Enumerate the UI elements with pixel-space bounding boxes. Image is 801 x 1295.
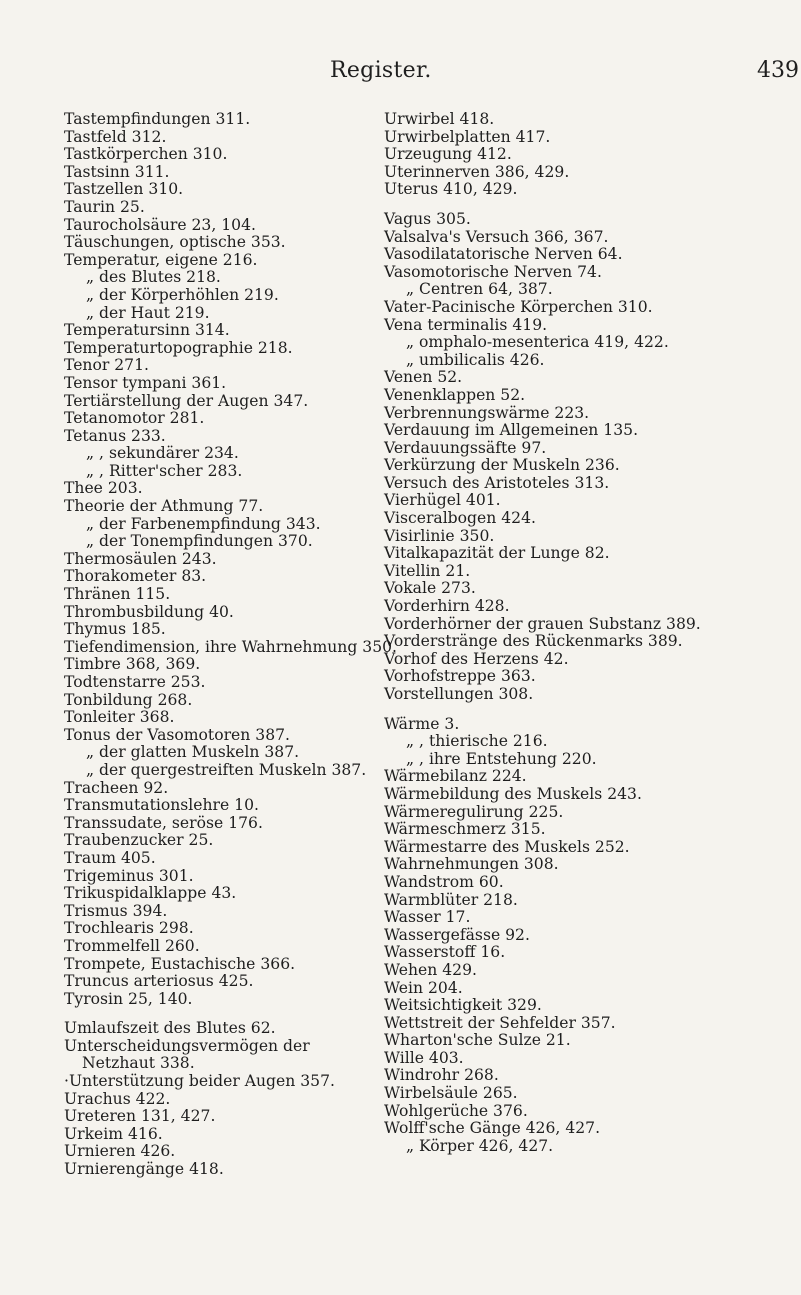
index-entry: Tastzellen 310. xyxy=(64,180,184,199)
index-entry: Thymus 185. xyxy=(64,620,166,639)
index-entry: Theorie der Athmung 77. xyxy=(64,497,264,516)
index-entry: Trommelfell 260. xyxy=(64,936,200,955)
index-entry: Verdauung im Allgemeinen 135. xyxy=(384,421,639,440)
index-entry: Tastfeld 312. xyxy=(64,127,167,146)
index-entry: Wärmebildung des Muskels 243. xyxy=(384,784,642,803)
index-entry: Wahrnehmungen 308. xyxy=(384,855,559,874)
page-header xyxy=(0,58,801,86)
index-entry: Vorderstränge des Rückenmarks 389. xyxy=(384,632,683,651)
index-entry: Timbre 368, 369. xyxy=(64,655,201,674)
index-entry: Tyrosin 25, 140. xyxy=(64,989,193,1008)
index-entry: Thermosäulen 243. xyxy=(64,549,217,568)
index-entry: Vena terminalis 419. xyxy=(384,315,548,334)
index-entry: Wohlgerüche 376. xyxy=(384,1101,528,1120)
index-entry: Taurin 25. xyxy=(64,197,145,216)
index-entry: Urkeim 416. xyxy=(64,1124,163,1143)
index-entry: Ureteren 131, 427. xyxy=(64,1107,216,1126)
index-entry: Tonbildung 268. xyxy=(64,690,193,709)
index-entry: Wärmebilanz 224. xyxy=(384,767,527,786)
index-entry: Thee 203. xyxy=(64,479,143,498)
index-entry: Urnieren 426. xyxy=(64,1142,176,1161)
index-entry: Urwirbelplatten 417. xyxy=(384,127,551,146)
index-entry-letter-start: Wärme 3. xyxy=(384,714,460,733)
index-entry: Visirlinie 350. xyxy=(384,526,495,545)
index-entry: Venenklappen 52. xyxy=(384,385,526,404)
index-entry: Vorhofstreppe 363. xyxy=(384,667,536,686)
index-subentry: „ omphalo-mesenterica 419, 422. xyxy=(406,333,669,352)
index-entry: Tastempfindungen 311. xyxy=(64,110,251,128)
index-entry: Traum 405. xyxy=(64,848,156,867)
index-entry: Vorderhirn 428. xyxy=(384,597,510,616)
index-entry: Trigeminus 301. xyxy=(64,866,194,885)
index-entry: Unterscheidungsvermögen der Netzhaut 338. xyxy=(64,1036,310,1073)
index-subentry: „ Körper 426, 427. xyxy=(406,1136,554,1155)
index-subentry: „ der quergestreiften Muskeln 387. xyxy=(86,760,367,779)
index-entry: Wasserstoff 16. xyxy=(384,943,506,962)
index-entry: Vierhügel 401. xyxy=(384,491,501,510)
index-entry: Transmutationslehre 10. xyxy=(64,796,259,815)
index-entry: Tetanus 233. xyxy=(64,426,166,445)
index-entry: Visceralbogen 424. xyxy=(384,509,536,528)
index-entry: Wharton'sche Sulze 21. xyxy=(384,1031,571,1050)
index-entry: Wärmestarre des Muskels 252. xyxy=(384,837,630,856)
index-entry: Thrombusbildung 40. xyxy=(64,602,234,621)
index-entry: Tastkörperchen 310. xyxy=(64,145,228,164)
index-entry: Truncus arteriosus 425. xyxy=(64,972,254,991)
index-entry: Tenor 271. xyxy=(64,356,149,375)
index-entry: Trismus 394. xyxy=(64,901,168,920)
index-subentry: „ Centren 64, 387. xyxy=(406,280,553,299)
index-entry: Vitalkapazität der Lunge 82. xyxy=(384,544,610,563)
index-entry: Täuschungen, optische 353. xyxy=(64,233,286,252)
index-subentry: „ , sekundärer 234. xyxy=(86,444,239,463)
index-entry: Urwirbel 418. xyxy=(384,110,495,128)
index-entry: Transsudate, seröse 176. xyxy=(64,813,263,832)
index-entry: Taurocholsäure 23, 104. xyxy=(64,215,256,234)
index-entry: Wein 204. xyxy=(384,978,463,997)
index-entry: Traubenzucker 25. xyxy=(64,831,214,850)
index-entry: Vorhof des Herzens 42. xyxy=(384,649,569,668)
index-entry: Wolff'sche Gänge 426, 427. xyxy=(384,1119,601,1138)
index-entry: Urachus 422. xyxy=(64,1089,171,1108)
index-entry: Vokale 273. xyxy=(384,579,476,598)
index-entry: Wärmeregulirung 225. xyxy=(384,802,564,821)
index-entry: ·Unterstützung beider Augen 357. xyxy=(64,1072,335,1091)
index-column-right xyxy=(384,111,800,1155)
index-column-left xyxy=(64,110,398,1179)
index-entry: Tracheen 92. xyxy=(64,778,169,797)
index-entry: Valsalva's Versuch 366, 367. xyxy=(384,227,609,246)
index-subentry: „ der Farbenempfindung 343. xyxy=(86,514,321,533)
index-subentry: „ der glatten Muskeln 387. xyxy=(86,743,300,762)
index-entry: Wärmeschmerz 315. xyxy=(384,820,546,839)
index-entry: Todtenstarre 253. xyxy=(64,673,206,691)
index-entry: Vater-Pacinische Körperchen 310. xyxy=(384,297,653,316)
index-entry: Versuch des Aristoteles 313. xyxy=(384,473,610,492)
index-subentry: „ der Tonempfindungen 370. xyxy=(86,532,313,551)
index-entry: Wille 403. xyxy=(384,1048,464,1067)
index-subentry: „ , ihre Entstehung 220. xyxy=(406,749,597,768)
index-entry: Tensor tympani 361. xyxy=(64,373,227,392)
index-entry: Vitellin 21. xyxy=(384,561,471,580)
index-entry: Trikuspidalklappe 43. xyxy=(64,884,237,903)
index-entry: Tastsinn 311. xyxy=(64,162,170,181)
index-entry: Windrohr 268. xyxy=(384,1066,499,1085)
index-entry: Tonleiter 368. xyxy=(64,708,175,727)
index-subentry: „ umbilicalis 426. xyxy=(406,350,545,369)
index-entry: Wehen 429. xyxy=(384,960,477,979)
index-subentry: „ der Haut 219. xyxy=(86,303,210,322)
index-entry-letter-start: Vagus 305. xyxy=(384,209,471,228)
index-entry: Temperatursinn 314. xyxy=(64,321,230,340)
index-subentry: „ des Blutes 218. xyxy=(86,268,221,287)
index-entry: Uterus 410, 429. xyxy=(384,180,518,199)
index-entry: Thränen 115. xyxy=(64,585,171,604)
index-entry: Vasodilatatorische Nerven 64. xyxy=(384,245,623,264)
index-entry: Trochlearis 298. xyxy=(64,919,194,938)
index-entry-letter-start: Umlaufszeit des Blutes 62. xyxy=(64,1019,276,1038)
index-subentry: „ der Körperhöhlen 219. xyxy=(86,285,279,304)
index-entry: Wasser 17. xyxy=(384,908,471,927)
index-entry: Temperatur, eigene 216. xyxy=(64,250,258,269)
index-entry: Tetanomotor 281. xyxy=(64,409,205,428)
index-entry: Urzeugung 412. xyxy=(384,145,512,164)
index-entry: Tiefendimension, ihre Wahrnehmung 350. xyxy=(64,637,398,656)
letter-gap xyxy=(384,704,800,716)
page-title: Register. xyxy=(330,58,432,83)
index-entry: Wassergefässe 92. xyxy=(384,925,530,944)
index-entry: Verbrennungswärme 223. xyxy=(384,403,590,422)
index-entry: Trompete, Eustachische 366. xyxy=(64,954,296,973)
index-entry: Vorstellungen 308. xyxy=(384,685,534,703)
index-entry: Wirbelsäule 265. xyxy=(384,1084,518,1103)
index-entry: Warmblüter 218. xyxy=(384,890,518,909)
index-entry: Temperaturtopographie 218. xyxy=(64,338,293,357)
index-entry: Verkürzung der Muskeln 236. xyxy=(384,456,620,475)
index-entry: Wandstrom 60. xyxy=(384,872,504,891)
page-number: 439 xyxy=(757,58,799,83)
index-subentry: „ , thierische 216. xyxy=(406,732,548,751)
index-entry: Tertiärstellung der Augen 347. xyxy=(64,391,309,410)
index-entry: Uterinnerven 386, 429. xyxy=(384,162,570,181)
index-entry: Urnierengänge 418. xyxy=(64,1160,224,1179)
index-entry: Vasomotorische Nerven 74. xyxy=(384,262,602,281)
index-entry: Verdauungssäfte 97. xyxy=(384,438,547,457)
index-entry: Thorakometer 83. xyxy=(64,567,207,586)
index-subentry: „ , Ritter'scher 283. xyxy=(86,461,243,480)
index-entry: Tonus der Vasomotoren 387. xyxy=(64,725,290,744)
index-entry: Vorderhörner der grauen Substanz 389. xyxy=(384,614,701,633)
index-entry: Wettstreit der Sehfelder 357. xyxy=(384,1013,616,1032)
index-entry: Weitsichtigkeit 329. xyxy=(384,996,542,1015)
index-entry: Venen 52. xyxy=(384,368,463,387)
